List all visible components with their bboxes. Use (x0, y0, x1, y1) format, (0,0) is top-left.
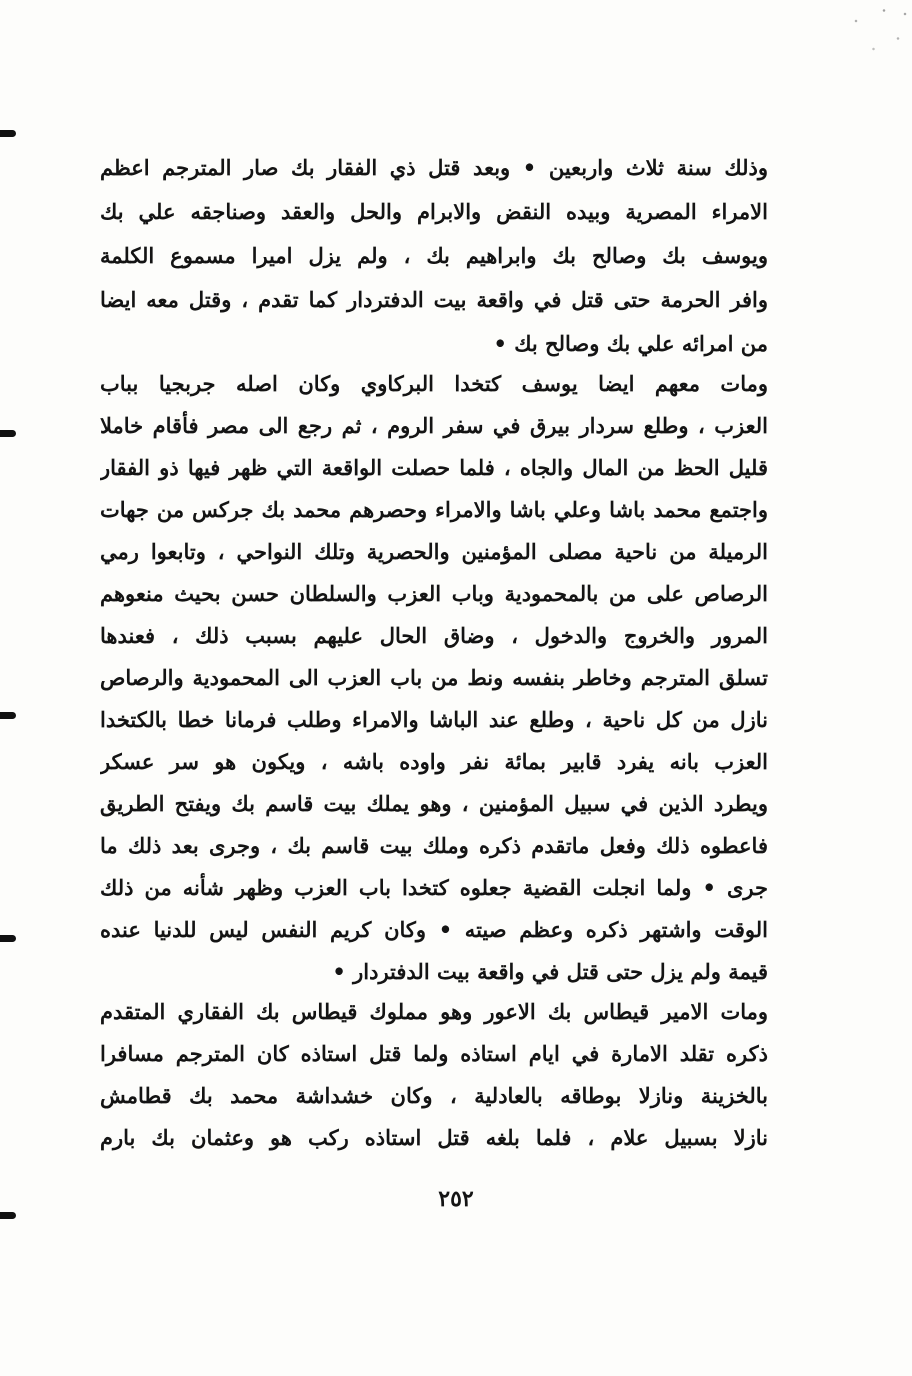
page-number: ٢٥٢ (438, 1186, 474, 1212)
binding-mark (0, 1212, 16, 1219)
text-line: واجتمع محمد باشا وعلي باشا والامراء وحصرهم محمد بك جركس من جهات (100, 497, 768, 522)
text-line: ومات الامير قيطاس بك الاعور وهو مملوك قيطاس بك الفقاري المتقدم (100, 999, 768, 1024)
text-line: الرصاص على من بالمحمودية وباب العزب والسلطان حسن بحيث منعوهم (100, 581, 768, 606)
text-line: قيمة ولم يزل حتى قتل في واقعة بيت الدفتردار • (332, 959, 768, 984)
text-line: تسلق المترجم وخاطر بنفسه ونط من باب العزب الى المحمودية والرصاص (100, 665, 768, 690)
text-line: المرور والخروج والدخول ، وضاق الحال عليهم بسبب ذلك ، فعندها (100, 623, 768, 648)
text-line: الامراء المصرية وبيده النقض والابرام والحل والعقد وصناجقه علي بك (100, 199, 768, 224)
text-line: ذكره تقلد الامارة في ايام استاذه ولما قتل استاذه كان المترجم مسافرا (100, 1041, 768, 1066)
text-line: فاعطوه ذلك وفعل ماتقدم ذكره وملك بيت قاسم بك ، وجرى بعد ذلك ما (100, 833, 768, 858)
text-line: بالخزينة ونازلا بوطاقه بالعادلية ، وكان خشداشة محمد بك قطامش (100, 1083, 768, 1108)
text-line: نازل من كل ناحية ، وطلع عند الباشا والامراء وطلب فرمانا خطا بالكتخدا (100, 707, 768, 732)
text-line: العزب ، وطلع سردار بيرق في سفر الروم ، ثم رجع الى مصر فأقام خاملا (100, 413, 768, 438)
text-line: نازلا بسبيل علام ، فلما بلغه قتل استاذه ركب هو وعثمان بك بارم (100, 1125, 768, 1150)
text-line: من امرائه علي بك وصالح بك • (493, 331, 768, 356)
paragraph-1 (100, 146, 768, 366)
binding-mark (0, 712, 16, 719)
text-line: قليل الحظ من المال والجاه ، فلما حصلت الواقعة التي ظهر فيها ذو الفقار (100, 455, 768, 480)
text-line: الوقت واشتهر ذكره وعظم صيته • وكان كريم النفس ليس للدنيا عنده (100, 917, 768, 942)
paragraph-2 (100, 362, 768, 984)
text-line: جرى • ولما انجلت القضية جعلوه كتخدا باب العزب وظهر شأنه من ذلك (100, 875, 768, 900)
page-corner-speckle (842, 0, 912, 70)
paragraph-3 (100, 990, 768, 1170)
text-line: العزب بانه يفرد قابير بمائة نفر واوده باشه ، ويكون هو سر عسكر (100, 749, 768, 774)
text-line: ويطرد الذين في سبيل المؤمنين ، وهو يملك بيت قاسم بك ويفتح الطريق (100, 791, 768, 816)
text-line: وذلك سنة ثلاث واربعين • وبعد قتل ذي الفقار بك صار المترجم اعظم (100, 155, 768, 180)
binding-mark (0, 935, 16, 942)
text-line: ويوسف بك وصالح بك وابراهيم بك ، ولم يزل اميرا مسموع الكلمة (100, 243, 768, 268)
binding-mark (0, 430, 16, 437)
binding-mark (0, 130, 16, 137)
text-line: ومات معهم ايضا يوسف كتخدا البركاوي وكان اصله جربجيا بباب (100, 371, 768, 396)
text-line: وافر الحرمة حتى قتل في واقعة بيت الدفتردار كما تقدم ، وقتل معه ايضا (100, 287, 768, 312)
text-line: الرميلة من ناحية مصلى المؤمنين والحصرية وتلك النواحي ، وتابعوا رمي (100, 539, 768, 564)
